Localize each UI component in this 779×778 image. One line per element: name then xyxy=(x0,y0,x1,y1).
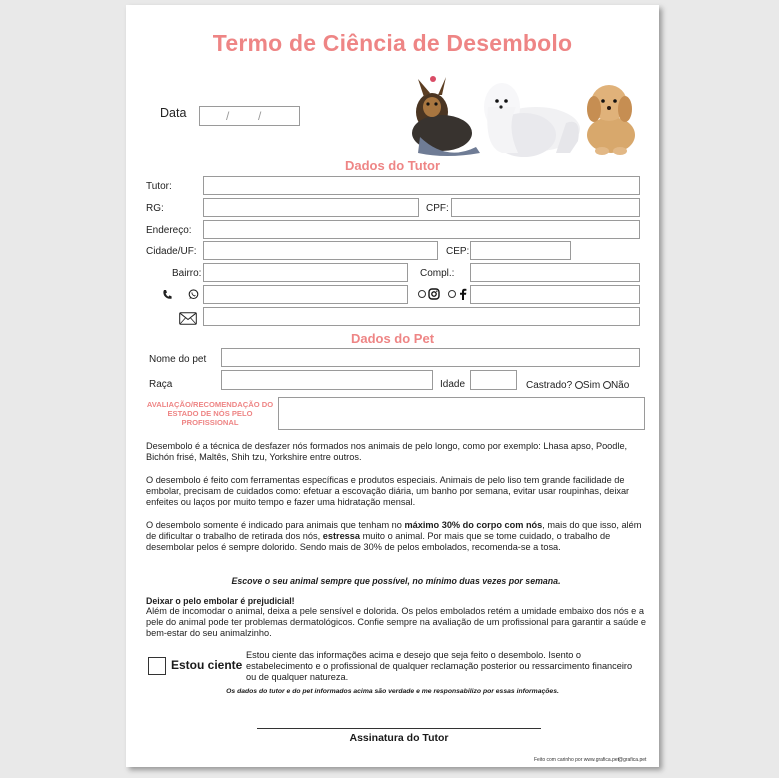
phone-field[interactable] xyxy=(203,285,408,304)
breed-field[interactable] xyxy=(221,370,433,390)
maltipoo-dog-image xyxy=(587,85,635,155)
tutor-name-field[interactable] xyxy=(203,176,640,195)
neutered-label: Castrado? xyxy=(526,380,573,391)
neutered-yes-radio[interactable] xyxy=(575,381,583,389)
instagram-option-radio[interactable] xyxy=(418,290,426,298)
evaluation-field[interactable] xyxy=(278,397,645,430)
form-sheet xyxy=(126,5,659,767)
city-field[interactable] xyxy=(203,241,438,260)
facebook-icon xyxy=(459,288,467,300)
breed-label: Raça xyxy=(149,379,173,390)
footer-credit: Feito com carinho por www.grafica.pet xyxy=(534,757,620,763)
address-label: Endereço: xyxy=(146,225,192,236)
date-separator: / xyxy=(258,109,262,123)
cep-field[interactable] xyxy=(470,241,571,260)
tutor-section-title: Dados do Tutor xyxy=(344,158,441,173)
paragraph-indication: O desembolo somente é indicado para animais que tenham no máximo 30% do corpo com nós, mais do que isso, além de dificultar o trabalho de retirada dos nós, estressa muito o animal. Por mais que se tome cuidado, o trabalho de desembolar pelos é sempre dolorido. Sendo mais de 30% de pelos embolados, recomenda-se a tosa. xyxy=(146,520,642,552)
rg-field[interactable] xyxy=(203,198,419,217)
signature-label: Assinatura do Tutor xyxy=(349,732,449,744)
warning-body: Além de incomodar o animal, deixa a pele sensível e dolorida. Os pelos embolados retém a umidade embaixo dos nós e a pele do animal pode ter problemas dermatológicos. Confie sempre na avaliação de um profissional para garantir a saúde e bem-estar do seu animalzinho. xyxy=(146,606,646,638)
date-label: Data xyxy=(160,106,187,120)
age-label: Idade xyxy=(440,379,466,390)
footer-handle: @grafica.pet xyxy=(618,757,647,763)
whatsapp-icon xyxy=(188,289,199,300)
pet-section-title: Dados do Pet xyxy=(350,331,435,346)
email-field[interactable] xyxy=(203,307,640,326)
pet-name-field[interactable] xyxy=(221,348,640,367)
date-separator: / xyxy=(226,109,230,123)
complement-label: Compl.: xyxy=(420,268,455,279)
paragraph-technique: Desembolo é a técnica de desfazer nós formados nos animais de pelo longo, como por exemplo: Lhasa apso, Poodle, Bichón frisé, Maltês, Shih tzu, Yorkshire entre outros. xyxy=(146,441,628,462)
cep-label: CEP: xyxy=(446,246,470,257)
neutered-yes-label: Sim xyxy=(582,380,601,391)
neutered-no-label: Não xyxy=(610,380,630,391)
neutered-question xyxy=(526,380,629,391)
page-title: Termo de Ciência de Desembolo xyxy=(212,30,573,56)
aware-body: Estou ciente das informações acima e desejo que seja feito o desembolo. Isento o estabelecimento e o profissional de qualquer reclamação posterior ou ressarcimento financeiro ou de qualquer natureza. xyxy=(246,650,633,682)
cpf-field[interactable] xyxy=(451,198,640,217)
tutor-label: Tutor: xyxy=(146,181,172,192)
address-field[interactable] xyxy=(203,220,640,239)
neutered-no-radio[interactable] xyxy=(603,381,611,389)
warning-title: Deixar o pelo embolar é prejudicial! xyxy=(146,596,295,606)
maltese-dog-image xyxy=(484,83,580,157)
rg-label: RG: xyxy=(146,203,164,214)
aware-checkbox[interactable] xyxy=(148,657,166,675)
city-label: Cidade/UF: xyxy=(146,246,197,257)
phone-icon xyxy=(162,289,172,300)
complement-field[interactable] xyxy=(470,263,640,282)
email-icon xyxy=(179,312,197,325)
social-media-field[interactable] xyxy=(470,285,640,304)
declaration-text: Os dados do tutor e do pet informados acima são verdade e me responsabilizo por essas informações. xyxy=(226,688,559,695)
evaluation-label: AVALIAÇÃO/RECOMENDAÇÃO DO ESTADO DE NÓS PELO PROFISSIONAL xyxy=(146,400,274,427)
instagram-icon xyxy=(428,288,440,300)
date-field[interactable] xyxy=(199,106,300,126)
signature-line[interactable] xyxy=(257,728,541,729)
paragraph-tools: O desembolo é feito com ferramentas específicas e produtos especiais. Animais de pelo liso tem grande facilidade de embolar, precisam de cuidados como: efetuar a escovação diária, um banho por semana, evitar usar roupinhas, deixar enfeites ou laços por muito tempo e fazer uma hidratação mensal. xyxy=(146,475,630,507)
dogs-illustration xyxy=(406,67,642,159)
brush-note: Escove o seu animal sempre que possível, no mínimo duas vezes por semana. xyxy=(231,576,561,586)
district-label: Bairro: xyxy=(172,268,202,279)
cpf-label: CPF: xyxy=(426,203,449,214)
aware-label: Estou ciente xyxy=(171,658,243,672)
pet-name-label: Nome do pet xyxy=(149,354,207,365)
district-field[interactable] xyxy=(203,263,408,282)
facebook-option-radio[interactable] xyxy=(448,290,456,298)
yorkshire-dog-image xyxy=(412,76,480,156)
age-field[interactable] xyxy=(470,370,517,390)
